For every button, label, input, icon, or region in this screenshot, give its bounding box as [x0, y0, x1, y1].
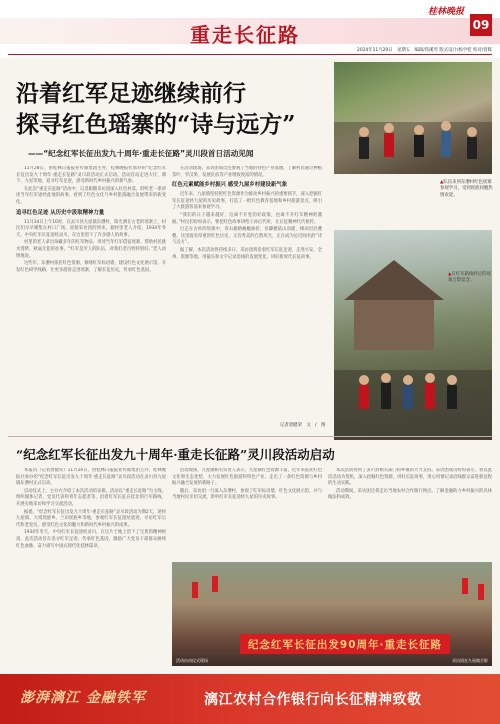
- footer-slogan-left: 澎湃漓江 金融铁军: [20, 690, 146, 706]
- paragraph: 11月28日，由桂林日报报业传媒集团主办，桂林晚报社承办的“纪念红军长征出发九十周年·重走长征路”灵川段活动正式启动。活动首站走进大圩、潭下、九屋等地，追寻红军足迹，感受新时代乡村振兴的新气象。: [16, 166, 166, 185]
- page-header: [0, 0, 500, 58]
- paragraph: 活动现场，九屋镇相关负责人表示，九屋镇红色资源丰富，近年来依托红色文化和生态优势，大力发展红色旅游和特色产业，走出了一条红色资源与乡村振兴融合发展的新路子。: [172, 468, 322, 487]
- paragraph: 随后，采访团一行深入东漕村，参观了红军标语墙、红色文化展示馆，并与当地村民亲切交流，聆听红军长征途经九屋的历史故事。: [172, 488, 322, 501]
- section-subhead: 追寻红色足迹 从历史中汲取精神力量: [16, 209, 105, 216]
- red-flag-icon: [462, 578, 468, 594]
- paragraph: 据悉，“纪念红军长征出发九十周年·重走长征路”灵川段活动为期2天，途经九屋镇、大境瑶族乡、兰田瑶族乡等地，参观红军长征遗址遗迹，寻访红军后代和老党员，感受红色文化的魅力和新时代乡村振兴的成果。: [16, 509, 166, 528]
- photo-caption-bottom-right: 采访团在九屋镇合影: [452, 658, 488, 663]
- main-headline: [16, 78, 346, 140]
- caption-triangle-icon: ▲: [440, 180, 444, 185]
- photo-caption-mid: ▲在红军路线经过的瑶寨合影留念。: [448, 272, 491, 284]
- paragraph: 行走在古朴的瑶寨中，青石板路蜿蜒曲折，吊脚楼依山而建，梯田层层叠叠。这里既有厚重的红色历史，又有秀美的自然风光，正在成为远近闻名的“诗与远方”。: [172, 227, 322, 246]
- paragraph: 1934年冬天，中央红军长征途经灵川，在这片土地上留下了宝贵的精神财富。此次活动旨在追寻红军足迹，传承红色基因，激励广大党员干部群众赓续红色血脉，奋力谱写中国式现代化桂林篇章。: [16, 530, 166, 549]
- photo-group-at-village: [334, 230, 492, 440]
- red-flag-icon: [192, 582, 198, 598]
- article-column-1: [16, 166, 166, 420]
- article2-column-3: [328, 468, 492, 560]
- photo-scene: [334, 62, 492, 174]
- page-number: 09: [470, 14, 492, 36]
- article-column-2: [172, 166, 322, 420]
- second-headline: “纪念红军长征出发九十周年·重走长征路”灵川段活动启动: [16, 447, 335, 462]
- reporter-byline: 记者唐健荣 文 / 图: [280, 423, 326, 428]
- photo-caption-top: ▲队伍来到东漕村红色瑶寨参观学习，受到瑶族同胞热情欢迎。: [440, 180, 493, 198]
- red-flag-icon: [478, 584, 484, 600]
- article2-column-1: [16, 468, 166, 664]
- red-flag-icon: [212, 576, 218, 592]
- paragraph: 村里的老人拿出珍藏多年的红军物品，讲述当年红军借宿瑶寨、帮助村民挑水劈柴、秋毫无犯的往事。“红军是穷人的队伍，对我们老百姓特别好。”老人动情地说。: [16, 240, 166, 259]
- photo-welcome-procession: [334, 62, 492, 174]
- footer-slogan-right: 漓江农村合作银行向长征精神致敬: [204, 692, 422, 708]
- paragraph: 启动仪式上，主办方介绍了本次活动的安排。活动以“重走长征路”为主线，组织媒体记者、党员代表和青年志愿者等，沿着红军长征在桂北的行军路线，开展实地采访和学习交流活动。: [16, 488, 166, 507]
- headline-line-1: 沿着红军足迹继续前行: [16, 80, 246, 107]
- paragraph: 11月24日上午10时，在灵川县九屋镇东漕村，阳光洒在古老的瑶寨上，村民们早早聚集在村口广场，迎接采访团的到来。据村里老人介绍，1934年冬天，中央红军长征途经灵川，在这里留下了许多感人的故事。: [16, 219, 166, 238]
- article2-column-2: [172, 468, 322, 560]
- header-rule: [8, 54, 492, 55]
- section-divider: [8, 436, 492, 437]
- paragraph: 在活动现场，采访团成员还参观了当地的特色产业基地，了解村民通过种植茶叶、罗汉果、发展民宿等产业增收致富的情况。: [172, 166, 322, 178]
- section-subhead: 红色元素赋能乡村振兴 感受九屋乡村建设新气象: [172, 182, 288, 189]
- event-banner: 纪念红军长征出发90周年·重走长征路: [240, 634, 450, 654]
- paragraph: 这些年，东漕村依托红色资源，修缮红军标语墙，建设红色文化展示馆，开发红色研学线路，让更多游客走进瑶寨，了解长征历史，传承红色基因。: [16, 261, 166, 273]
- paper-name: 桂林晚报: [427, 7, 464, 17]
- paragraph: 本次活动得到了灵川县相关部门和乡镇的大力支持。采访团成员纷纷表示，将以此次活动为契机，深入挖掘红色资源，讲好长征故事，用心用情记录沿线群众奋进新征程的生动实践。: [328, 468, 492, 487]
- subheadline: ——“纪念红军长征出发九十周年·重走长征路”灵川段首日活动见闻: [28, 149, 254, 158]
- photo-launch-ceremony: [172, 562, 492, 666]
- paragraph: 近年来，九屋镇坚持把红色资源作为推动乡村振兴的重要抓手，深入挖掘红军长征途经九屋的历史故事，打造了一批红色教育基地和乡村旅游景点，吸引了大批游客前来参观学习。: [172, 192, 322, 211]
- headline-line-2: 探寻红色瑶寨的“诗与远方”: [16, 111, 296, 138]
- paragraph: “我们的日子越来越好，这离不开党的好政策，也离不开红军精神的激励。”村民们纷纷表示，要把红色故事讲给子孙后代听，让长征精神代代相传。: [172, 212, 322, 225]
- paragraph: 据了解，本次活动将持续多日，采访团将沿着红军长征足迹，走进兴安、全州、资源等地，用镜头和文字记录沿线的发展变化，讲好新时代长征故事。: [172, 247, 322, 260]
- paragraph: 在此次“重走长征路”活动中，记者跟随采访团深入红色村落，聆听老一辈讲述当年红军途经此地的故事，看到了红色文化与乡村旅游融合发展带来的新变化。: [16, 186, 166, 205]
- paragraph: 活动期间，采访团还将走访当地农村合作银行网点，了解金融助力乡村振兴的具体做法和成效。: [328, 488, 492, 501]
- footer-ad-banner: [0, 674, 500, 724]
- photo-scene: [334, 230, 492, 440]
- photo-caption-bottom-left: 活动启动仪式现场: [176, 658, 208, 663]
- dateline: 2024年11月29日 星期五 编辑/蒋溪琴 版式设计/杨学桂 校对/曾晖: [357, 48, 492, 53]
- paragraph: 本报讯（记者唐健荣）11月24日，由桂林日报报业传媒集团主办、桂林晚报社承办的“纪念红军长征出发九十周年·重走长征路”灵川段活动在灵川县九屋镇东漕村正式启动。: [16, 468, 166, 487]
- section-title: 重走长征路: [190, 23, 300, 47]
- caption-triangle-icon: ▲: [448, 272, 452, 277]
